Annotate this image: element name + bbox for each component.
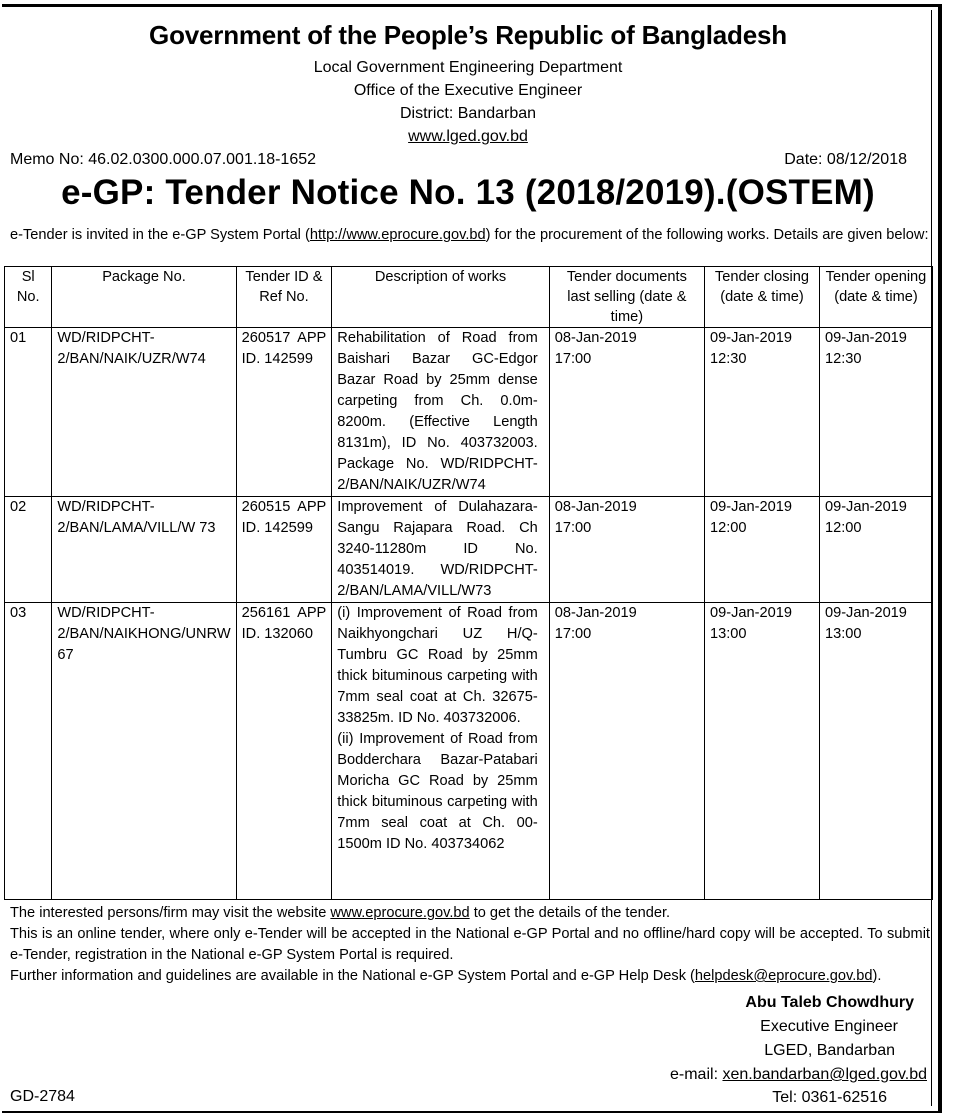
signatory-email-link[interactable]: xen.bandarban@lged.gov.bd	[722, 1066, 927, 1083]
header-tender-id: Tender ID & Ref No.	[236, 267, 332, 328]
cell-last-selling	[549, 603, 704, 900]
header-last-selling: Tender documents last selling (date & time)	[549, 267, 704, 328]
closing-time: 13:00	[710, 626, 747, 642]
office-line: Office of the Executive Engineer	[353, 82, 583, 99]
table-row	[5, 603, 933, 900]
tender-table	[4, 266, 933, 900]
cell-sl: 01	[5, 328, 52, 497]
description-part-2: (ii) Improvement of Road from Bodderchara Bazar-Patabari Moricha GC Road by 25mm thick bituminous carpeting with 7mm seal coat at Ch. 00-1500m ID No. 403734062	[337, 731, 538, 852]
cell-description: Improvement of Dulahazara-Sangu Rajapara Road. Ch 3240-11280m ID No. 403514019. WD/RIDPCHT-2/BAN/LAMA/VILL/W73	[332, 497, 549, 603]
website-line	[0, 128, 936, 146]
header-sl: Sl No.	[5, 267, 52, 328]
header-package: Package No.	[52, 267, 236, 328]
table-header-row	[5, 267, 933, 328]
cell-opening	[819, 328, 932, 497]
cell-sl: 02	[5, 497, 52, 603]
description-part-1: (i) Improvement of Road from Naikhyongchari UZ H/Q-Tumbru GC Road by 25mm thick bituminous carpeting with 7mm seal coat at Ch. 32675-33825m. ID No. 403732006.	[337, 605, 538, 726]
district-line: District: Bandarban	[399, 105, 537, 122]
cell-opening	[819, 603, 932, 900]
footer-eprocure-link[interactable]: www.eprocure.gov.bd	[330, 905, 470, 921]
cell-tender-id: 256161 APP ID. 132060	[236, 603, 332, 900]
selling-date: 08-Jan-2019	[554, 499, 637, 515]
selling-time: 17:00	[554, 626, 592, 642]
header-opening: Tender opening (date & time)	[819, 267, 932, 328]
selling-time: 17:00	[554, 520, 592, 536]
footer-line-website	[10, 903, 930, 924]
footer-line-helpdesk	[10, 966, 930, 987]
closing-time: 12:30	[710, 351, 747, 367]
cell-tender-id: 260515 APP ID. 142599	[236, 497, 332, 603]
selling-date: 08-Jan-2019	[554, 330, 637, 346]
closing-date: 09-Jan-2019	[710, 330, 792, 346]
eprocure-link[interactable]: http://www.eprocure.gov.bd	[309, 227, 486, 243]
opening-time: 12:00	[824, 520, 862, 536]
cell-tender-id: 260517 APP ID. 142599	[236, 328, 332, 497]
signatory-email-line	[670, 1066, 927, 1084]
footer-line1-start: The interested persons/firm may visit the website	[10, 905, 331, 921]
helpdesk-email-link[interactable]: helpdesk@eprocure.gov.bd	[694, 968, 873, 984]
memo-date: Date: 08/12/2018	[784, 151, 907, 168]
opening-date: 09-Jan-2019	[824, 499, 907, 515]
cell-closing	[705, 497, 820, 603]
closing-time: 12:00	[710, 520, 747, 536]
header-description: Description of works	[332, 267, 549, 328]
intro-text-end: ) for the procurement of the following works. Details are given below:	[485, 227, 929, 243]
closing-date: 09-Jan-2019	[710, 605, 792, 621]
cell-closing	[705, 328, 820, 497]
website-link[interactable]: www.lged.gov.bd	[408, 128, 528, 145]
footer-line-online: This is an online tender, where only e-Tender will be accepted in the National e-GP Portal and no offline/hard copy will be accepted. To submit e-Tender, registration in the National e-GP System Portal is required.	[10, 926, 930, 963]
gd-number: GD-2784	[10, 1088, 75, 1105]
opening-date: 09-Jan-2019	[824, 605, 907, 621]
cell-last-selling	[549, 328, 704, 497]
intro-paragraph	[10, 226, 930, 244]
footer-notes	[10, 903, 930, 987]
email-label: e-mail:	[670, 1066, 723, 1083]
government-title: Government of the People’s Republic of Bangladesh	[149, 20, 787, 50]
cell-description: Rehabilitation of Road from Baishari Bazar GC-Edgor Bazar Road by 25mm dense carpeting from Ch. 0.0m-8200m. (Effective Length 8131m), ID No. 403732003. Package No. WD/RIDPCHT-2/BAN/NAIK/UZR/W74	[332, 328, 549, 497]
selling-time: 17:00	[554, 351, 592, 367]
memo-number: Memo No: 46.02.0300.000.07.001.18-1652	[10, 151, 317, 168]
intro-text-start: e-Tender is invited in the e-GP System Portal (	[10, 227, 310, 243]
opening-date: 09-Jan-2019	[824, 330, 907, 346]
footer-line1-end: to get the details of the tender.	[469, 905, 671, 921]
cell-opening	[819, 497, 932, 603]
cell-last-selling	[549, 497, 704, 603]
closing-date: 09-Jan-2019	[710, 499, 792, 515]
signatory-designation: Executive Engineer	[760, 1018, 898, 1035]
cell-description	[332, 603, 549, 900]
signatory-tel: Tel: 0361-62516	[772, 1089, 887, 1106]
header-closing: Tender closing (date & time)	[705, 267, 820, 328]
footer-line3-end: ).	[872, 968, 882, 984]
table-row	[5, 328, 933, 497]
signatory-name: Abu Taleb Chowdhury	[745, 994, 914, 1011]
notice-title: e-GP: Tender Notice No. 13 (2018/2019).(OSTEM)	[61, 173, 875, 212]
signatory-office: LGED, Bandarban	[764, 1042, 895, 1059]
table-row	[5, 497, 933, 603]
cell-package: WD/RIDPCHT-2/BAN/LAMA/VILL/W 73	[52, 497, 236, 603]
department-line: Local Government Engineering Department	[313, 59, 623, 76]
cell-closing	[705, 603, 820, 900]
selling-date: 08-Jan-2019	[554, 605, 637, 621]
opening-time: 13:00	[824, 626, 862, 642]
cell-package: WD/RIDPCHT-2/BAN/NAIKHONG/UNRW 67	[52, 603, 236, 900]
footer-line3-start: Further information and guidelines are available in the National e-GP System Portal and e-GP Help Desk (	[10, 968, 695, 984]
cell-package: WD/RIDPCHT-2/BAN/NAIK/UZR/W74	[52, 328, 236, 497]
cell-sl: 03	[5, 603, 52, 900]
opening-time: 12:30	[824, 351, 862, 367]
